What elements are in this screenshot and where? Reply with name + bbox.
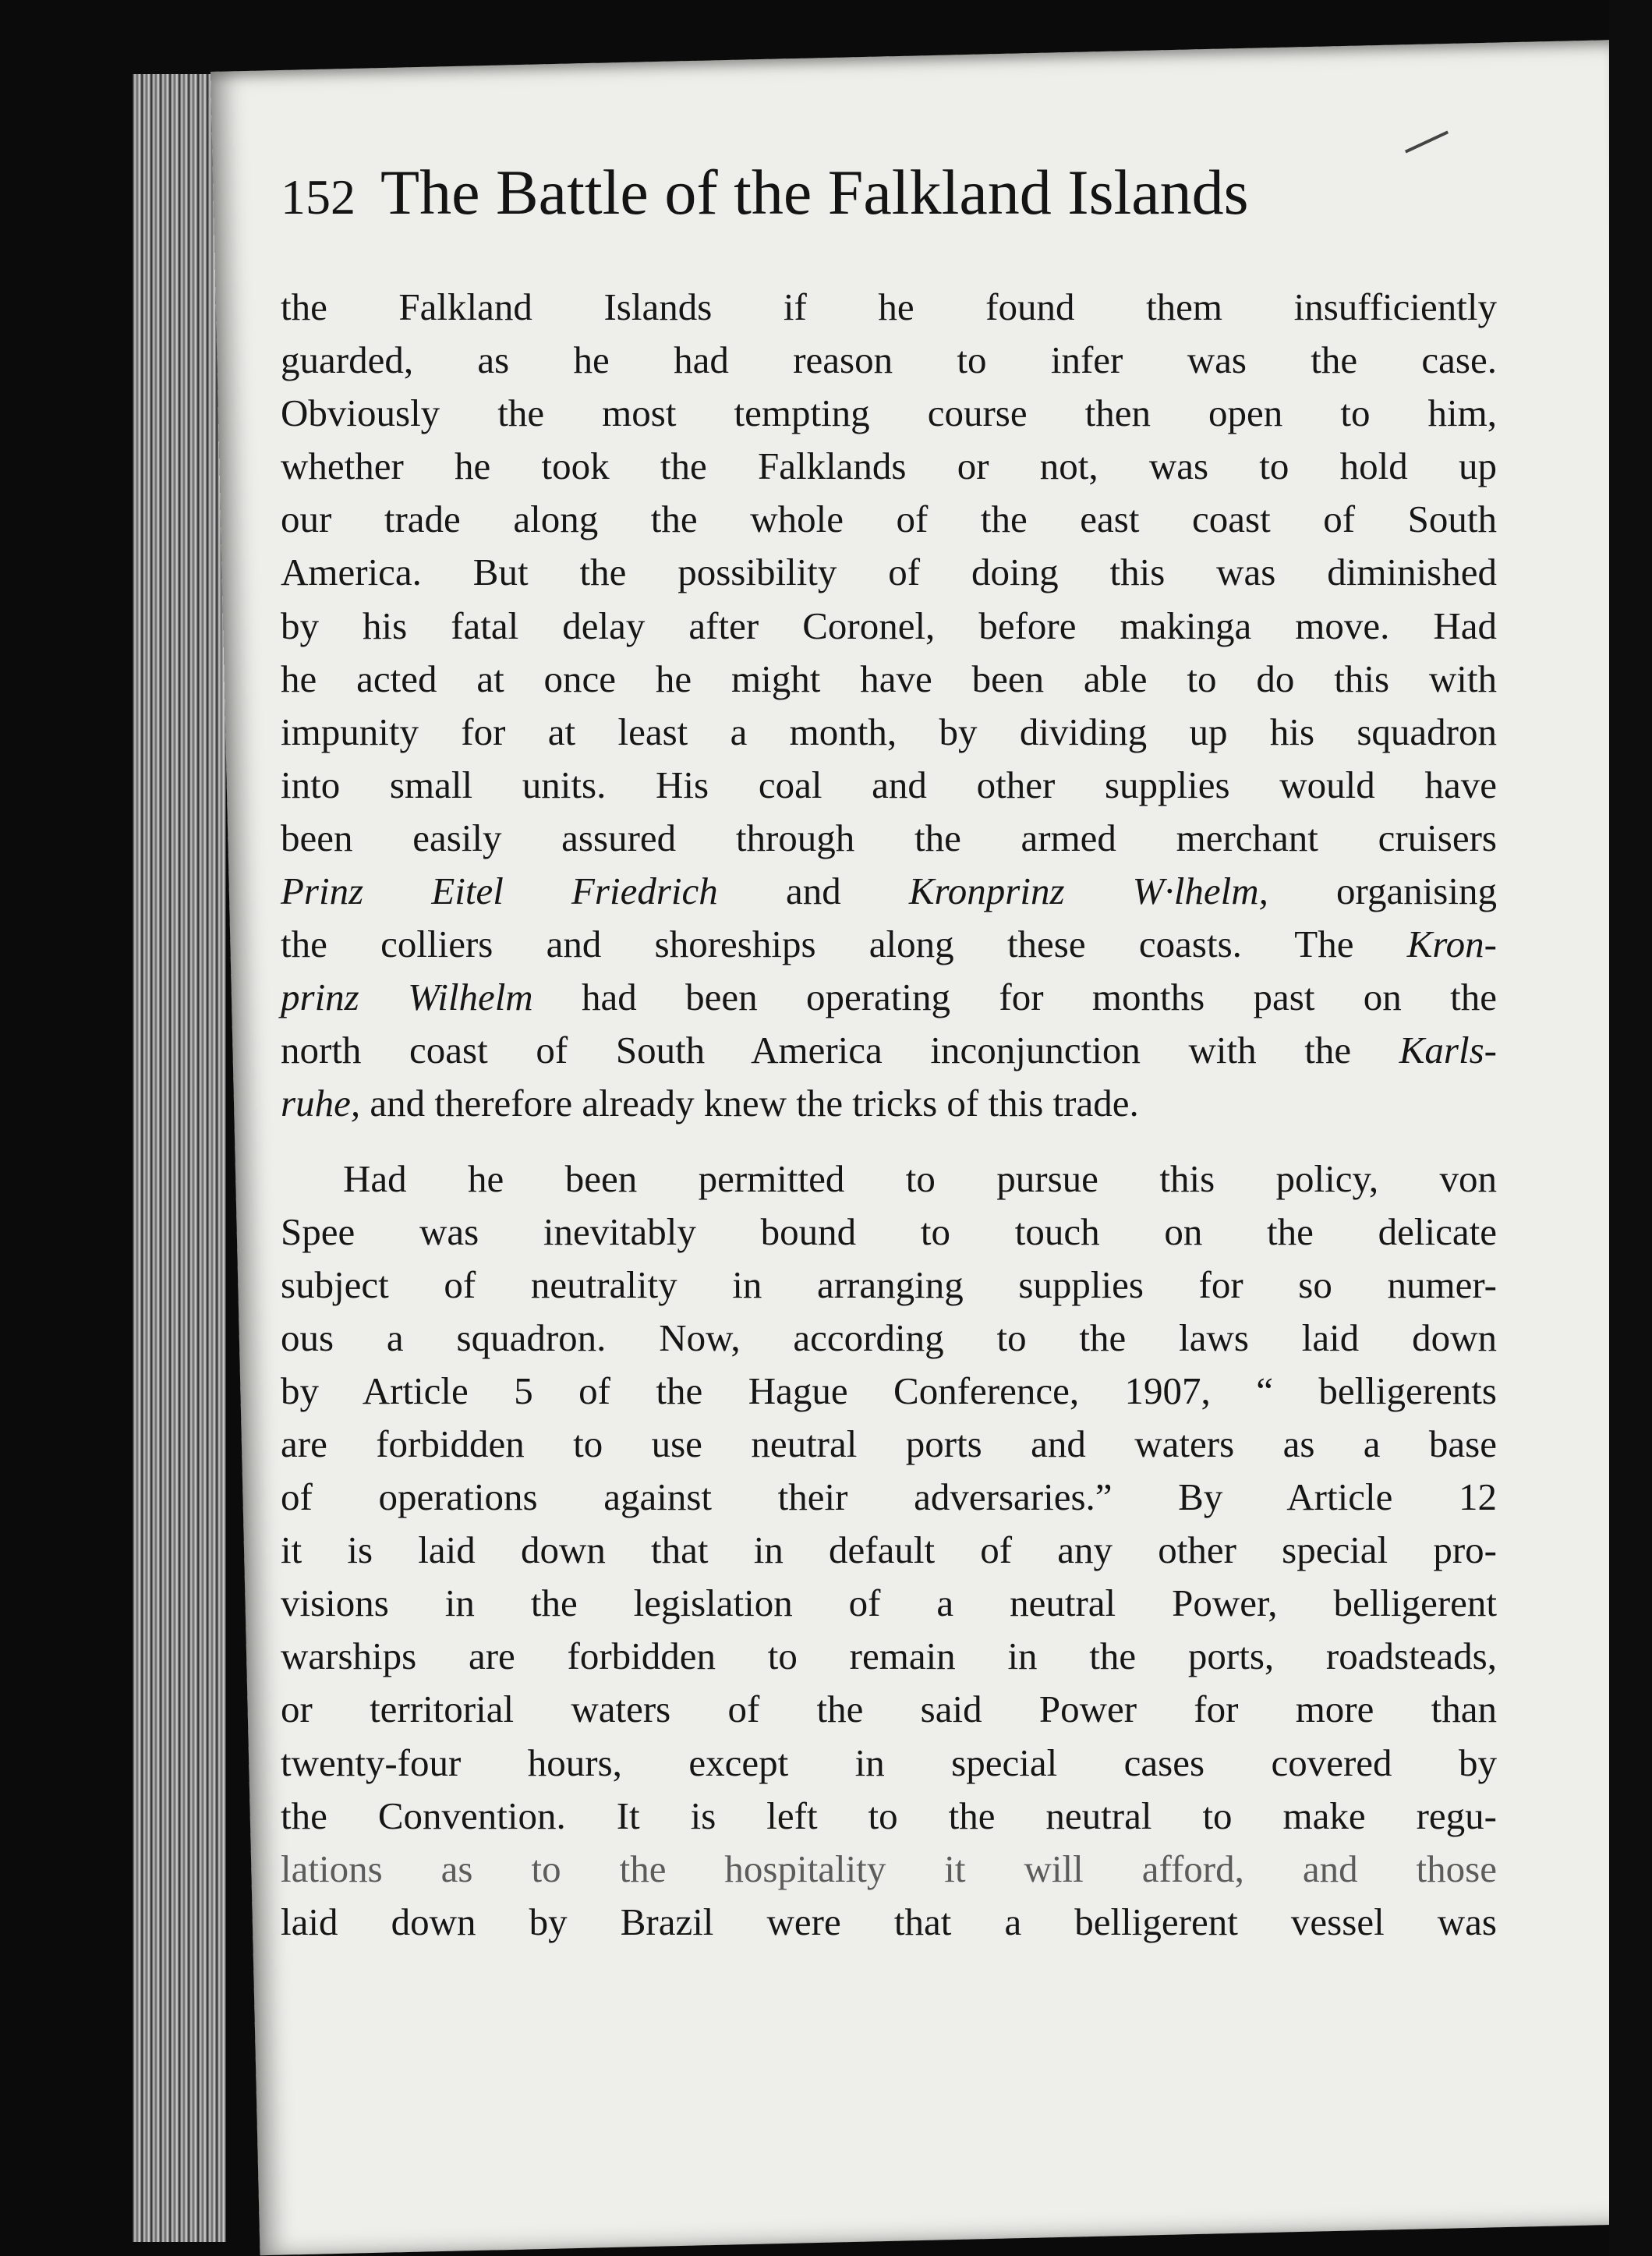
text-line: laid down by Brazil were that a belligerent vessel was [281,1900,1497,1943]
text-span: had been operating for months past on the [532,976,1498,1019]
running-title: The Battle of the Falkland Islands [380,157,1249,228]
text-line: of operations against their adversaries.” By Article 12 [281,1475,1497,1519]
text-span: and [717,869,909,913]
text-line: ous a squadron. Now, according to the laws laid down [281,1316,1497,1359]
text-span: the colliers and shoreships along these coasts. The [281,923,1407,966]
text-line [281,918,1497,971]
text-line: lations as to the hospitality it will afford, and those [281,1847,1497,1890]
text-line: by Article 5 of the Hague Conference, 1907, “ belligerents [281,1369,1497,1412]
ship-name: Kronprinz W·lhelm, [908,869,1268,913]
text-line: Spee was inevitably bound to touch on the delicate [281,1209,1497,1253]
text-line: the Falkland Islands if he found them insufficiently [281,285,1497,328]
text-line: guarded, as he had reason to infer was the case. [281,338,1497,382]
text-line: twenty-four hours, except in special cases covered by [281,1741,1497,1784]
text-line: into small units. His coal and other supplies would have [281,763,1497,806]
text-span: organising [1268,869,1497,913]
paragraph-gap [281,1131,1497,1153]
text-line: the Convention. It is left to the neutral to make regu- [281,1794,1497,1837]
text-line: impunity for at least a month, by dividing up his squadron [281,710,1497,753]
ship-name: Prinz Eitel Friedrich [281,869,718,913]
text-line: warships are forbidden to remain in the ports, roadsteads, [281,1634,1497,1678]
text-line: he acted at once he might have been able to do this with [281,657,1497,700]
text-span: and therefore already knew the tricks of this trade. [360,1082,1139,1125]
text-line: been easily assured through the armed merchant cruisers [281,816,1497,859]
text-line: are forbidden to use neutral ports and waters as a base [281,1422,1497,1465]
text-line: or territorial waters of the said Power for more than [281,1688,1497,1731]
text-line [281,865,1497,918]
text-line: Had he been permitted to pursue this policy, von [343,1156,1497,1200]
text-line [281,1024,1497,1077]
book-fore-edge [133,74,226,2242]
text-line: it is laid down that in default of any other special pro- [281,1528,1497,1572]
text-line: America. But the possibility of doing this was diminished [281,551,1497,594]
text-line: our trade along the whole of the east coast of South [281,498,1497,541]
text-line: subject of neutrality in arranging supplies for so numer- [281,1263,1497,1306]
ship-name: prinz Wilhelm [281,976,533,1019]
text-line [281,1077,1497,1130]
scan-border [1609,0,1652,2256]
text-line: Obviously the most tempting course then open to him, [281,391,1497,435]
text-span: north coast of South America inconjunction with the [281,1029,1399,1072]
text-line: visions in the legislation of a neutral Power, belligerent [281,1581,1497,1625]
text-line: by his fatal delay after Coronel, before makinga move. Had [281,604,1497,647]
ship-name: Kron- [1406,923,1497,966]
text-line [281,971,1497,1024]
text-line: whether he took the Falklands or not, was to hold up [281,444,1497,488]
page-header [281,156,1497,265]
ship-name: Karls- [1399,1029,1497,1072]
body-text [281,281,1497,1949]
ship-name: ruhe, [281,1082,361,1125]
page-number: 152 [281,169,356,225]
